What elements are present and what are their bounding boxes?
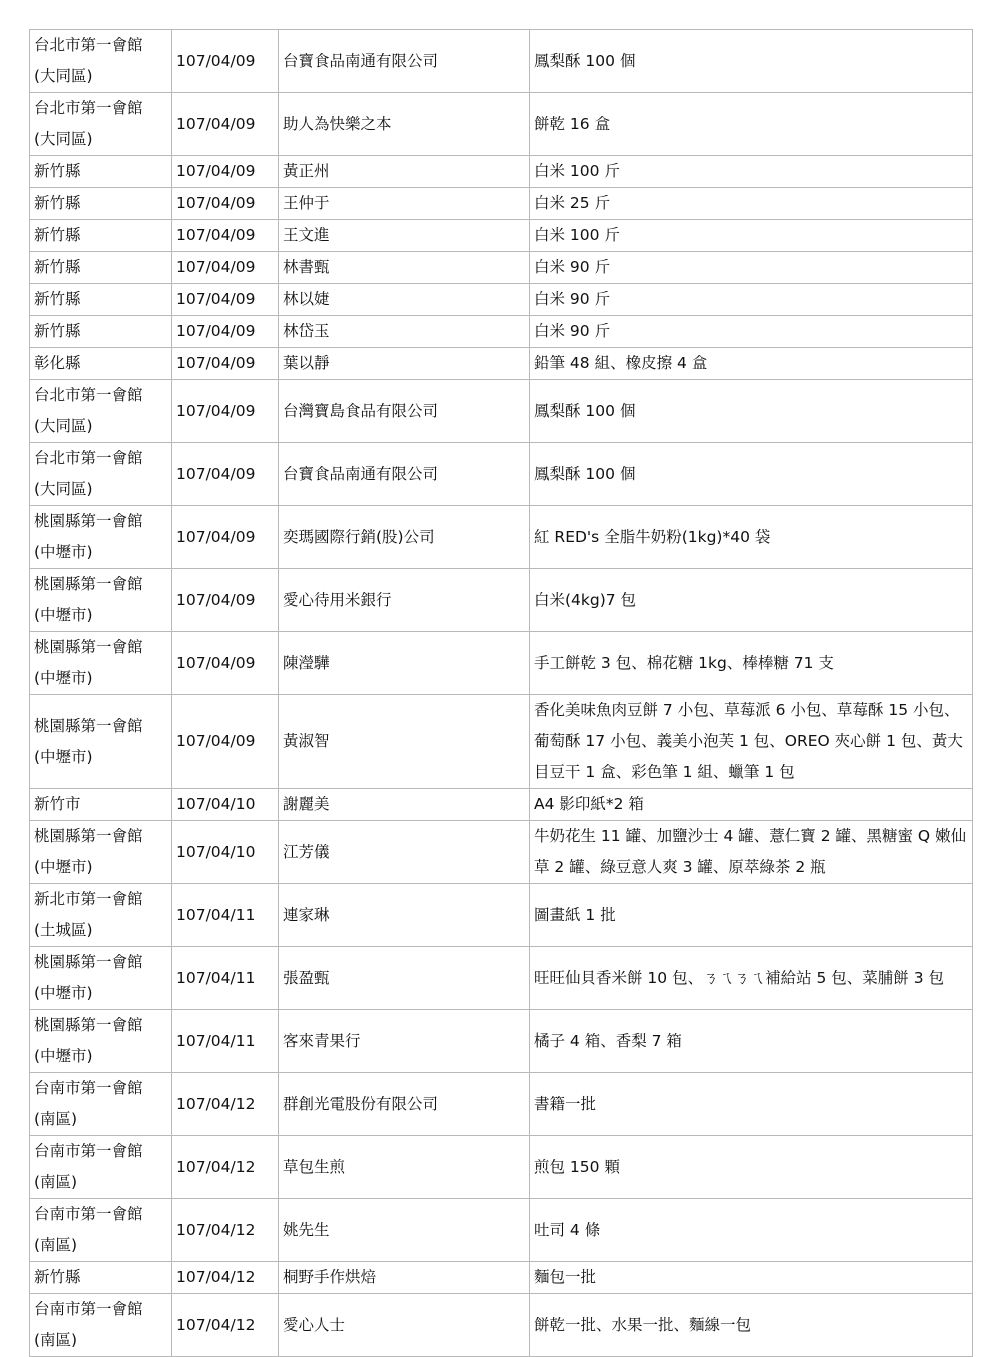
- venue-cell: 台北市第一會館 (大同區): [30, 30, 172, 93]
- venue-cell: 桃園縣第一會館 (中壢市): [30, 632, 172, 695]
- date-cell: 107/04/11: [172, 947, 279, 1010]
- venue-cell: 新竹市: [30, 789, 172, 821]
- donor-cell: 桐野手作烘焙: [279, 1262, 530, 1294]
- donor-cell: 張盈甄: [279, 947, 530, 1010]
- venue-cell: 新竹縣: [30, 220, 172, 252]
- donor-cell: 江芳儀: [279, 821, 530, 884]
- donor-cell: 台灣寶島食品有限公司: [279, 380, 530, 443]
- items-cell: 餅乾一批、水果一批、麵線一包: [530, 1294, 973, 1357]
- items-cell: 麵包一批: [530, 1262, 973, 1294]
- date-cell: 107/04/11: [172, 1010, 279, 1073]
- date-cell: 107/04/09: [172, 506, 279, 569]
- items-cell: 橘子 4 箱、香梨 7 箱: [530, 1010, 973, 1073]
- donor-cell: 王文進: [279, 220, 530, 252]
- venue-cell: 台北市第一會館 (大同區): [30, 93, 172, 156]
- venue-cell: 台北市第一會館 (大同區): [30, 443, 172, 506]
- date-cell: 107/04/09: [172, 284, 279, 316]
- table-row: [30, 1199, 973, 1262]
- donor-cell: 葉以靜: [279, 348, 530, 380]
- donor-cell: 台寶食品南通有限公司: [279, 443, 530, 506]
- items-cell: 紅 RED's 全脂牛奶粉(1kg)*40 袋: [530, 506, 973, 569]
- items-cell: 圖畫紙 1 批: [530, 884, 973, 947]
- table-row: [30, 569, 973, 632]
- table-row: [30, 252, 973, 284]
- table-row: [30, 1010, 973, 1073]
- table-row: [30, 348, 973, 380]
- items-cell: 白米 90 斤: [530, 252, 973, 284]
- venue-cell: 台南市第一會館 (南區): [30, 1073, 172, 1136]
- donor-cell: 愛心待用米銀行: [279, 569, 530, 632]
- table-row: [30, 93, 973, 156]
- items-cell: A4 影印紙*2 箱: [530, 789, 973, 821]
- table-row: [30, 30, 973, 93]
- date-cell: 107/04/12: [172, 1294, 279, 1357]
- table-row: [30, 789, 973, 821]
- date-cell: 107/04/09: [172, 695, 279, 789]
- donor-cell: 助人為快樂之本: [279, 93, 530, 156]
- table-row: [30, 695, 973, 789]
- items-cell: 鉛筆 48 組、橡皮擦 4 盒: [530, 348, 973, 380]
- date-cell: 107/04/09: [172, 30, 279, 93]
- date-cell: 107/04/10: [172, 821, 279, 884]
- venue-cell: 新竹縣: [30, 284, 172, 316]
- venue-cell: 台南市第一會館 (南區): [30, 1136, 172, 1199]
- donor-cell: 愛心人士: [279, 1294, 530, 1357]
- items-cell: 白米 100 斤: [530, 156, 973, 188]
- date-cell: 107/04/10: [172, 789, 279, 821]
- date-cell: 107/04/09: [172, 316, 279, 348]
- table-row: [30, 156, 973, 188]
- venue-cell: 新竹縣: [30, 188, 172, 220]
- venue-cell: 新竹縣: [30, 1262, 172, 1294]
- donor-cell: 草包生煎: [279, 1136, 530, 1199]
- venue-cell: 台北市第一會館 (大同區): [30, 380, 172, 443]
- date-cell: 107/04/09: [172, 156, 279, 188]
- donor-cell: 客來青果行: [279, 1010, 530, 1073]
- items-cell: 鳳梨酥 100 個: [530, 443, 973, 506]
- donation-table: [29, 29, 973, 1357]
- table-row: [30, 220, 973, 252]
- donor-cell: 王仲于: [279, 188, 530, 220]
- table-row: [30, 947, 973, 1010]
- items-cell: 白米 90 斤: [530, 316, 973, 348]
- date-cell: 107/04/09: [172, 252, 279, 284]
- venue-cell: 彰化縣: [30, 348, 172, 380]
- items-cell: 香化美味魚肉豆餅 7 小包、草莓派 6 小包、草莓酥 15 小包、葡萄酥 17 小包、義美小泡芙 1 包、OREO 夾心餅 1 包、黃大目豆干 1 盒、彩色筆 1 組、蠟筆 1 包: [530, 695, 973, 789]
- table-row: [30, 443, 973, 506]
- donor-cell: 奕瑪國際行銷(股)公司: [279, 506, 530, 569]
- items-cell: 旺旺仙貝香米餅 10 包、ㄋㄟㄋㄟ補給站 5 包、菜脯餅 3 包: [530, 947, 973, 1010]
- document-page: [29, 29, 972, 1357]
- venue-cell: 桃園縣第一會館 (中壢市): [30, 1010, 172, 1073]
- table-row: [30, 188, 973, 220]
- items-cell: 鳳梨酥 100 個: [530, 30, 973, 93]
- items-cell: 吐司 4 條: [530, 1199, 973, 1262]
- date-cell: 107/04/09: [172, 188, 279, 220]
- donor-cell: 林以婕: [279, 284, 530, 316]
- venue-cell: 桃園縣第一會館 (中壢市): [30, 695, 172, 789]
- venue-cell: 桃園縣第一會館 (中壢市): [30, 821, 172, 884]
- donor-cell: 黃正州: [279, 156, 530, 188]
- table-row: [30, 884, 973, 947]
- table-row: [30, 316, 973, 348]
- donor-cell: 群創光電股份有限公司: [279, 1073, 530, 1136]
- items-cell: 牛奶花生 11 罐、加鹽沙士 4 罐、薏仁寶 2 罐、黑糖蜜 Q 嫩仙草 2 罐、綠豆意人爽 3 罐、原萃綠茶 2 瓶: [530, 821, 973, 884]
- date-cell: 107/04/09: [172, 632, 279, 695]
- date-cell: 107/04/09: [172, 220, 279, 252]
- items-cell: 餅乾 16 盒: [530, 93, 973, 156]
- date-cell: 107/04/12: [172, 1262, 279, 1294]
- date-cell: 107/04/09: [172, 348, 279, 380]
- items-cell: 手工餅乾 3 包、棉花糖 1kg、棒棒糖 71 支: [530, 632, 973, 695]
- date-cell: 107/04/12: [172, 1136, 279, 1199]
- donor-cell: 林書甄: [279, 252, 530, 284]
- venue-cell: 新北市第一會館 (土城區): [30, 884, 172, 947]
- items-cell: 白米 100 斤: [530, 220, 973, 252]
- date-cell: 107/04/11: [172, 884, 279, 947]
- donor-cell: 連家琳: [279, 884, 530, 947]
- donor-cell: 林岱玉: [279, 316, 530, 348]
- venue-cell: 桃園縣第一會館 (中壢市): [30, 569, 172, 632]
- venue-cell: 桃園縣第一會館 (中壢市): [30, 506, 172, 569]
- items-cell: 白米(4kg)7 包: [530, 569, 973, 632]
- items-cell: 白米 25 斤: [530, 188, 973, 220]
- table-row: [30, 1262, 973, 1294]
- venue-cell: 新竹縣: [30, 252, 172, 284]
- table-row: [30, 1073, 973, 1136]
- date-cell: 107/04/12: [172, 1073, 279, 1136]
- table-row: [30, 506, 973, 569]
- venue-cell: 桃園縣第一會館 (中壢市): [30, 947, 172, 1010]
- table-row: [30, 821, 973, 884]
- table-row: [30, 380, 973, 443]
- donor-cell: 姚先生: [279, 1199, 530, 1262]
- donor-cell: 黃淑智: [279, 695, 530, 789]
- items-cell: 書籍一批: [530, 1073, 973, 1136]
- date-cell: 107/04/09: [172, 93, 279, 156]
- date-cell: 107/04/12: [172, 1199, 279, 1262]
- donor-cell: 謝麗美: [279, 789, 530, 821]
- venue-cell: 新竹縣: [30, 316, 172, 348]
- table-row: [30, 284, 973, 316]
- table-row: [30, 1294, 973, 1357]
- date-cell: 107/04/09: [172, 380, 279, 443]
- venue-cell: 台南市第一會館 (南區): [30, 1199, 172, 1262]
- items-cell: 白米 90 斤: [530, 284, 973, 316]
- date-cell: 107/04/09: [172, 569, 279, 632]
- items-cell: 鳳梨酥 100 個: [530, 380, 973, 443]
- venue-cell: 台南市第一會館 (南區): [30, 1294, 172, 1357]
- items-cell: 煎包 150 顆: [530, 1136, 973, 1199]
- table-row: [30, 1136, 973, 1199]
- date-cell: 107/04/09: [172, 443, 279, 506]
- donor-cell: 陳瀅驊: [279, 632, 530, 695]
- donation-table-body: [30, 30, 973, 1357]
- venue-cell: 新竹縣: [30, 156, 172, 188]
- table-row: [30, 632, 973, 695]
- donor-cell: 台寶食品南通有限公司: [279, 30, 530, 93]
